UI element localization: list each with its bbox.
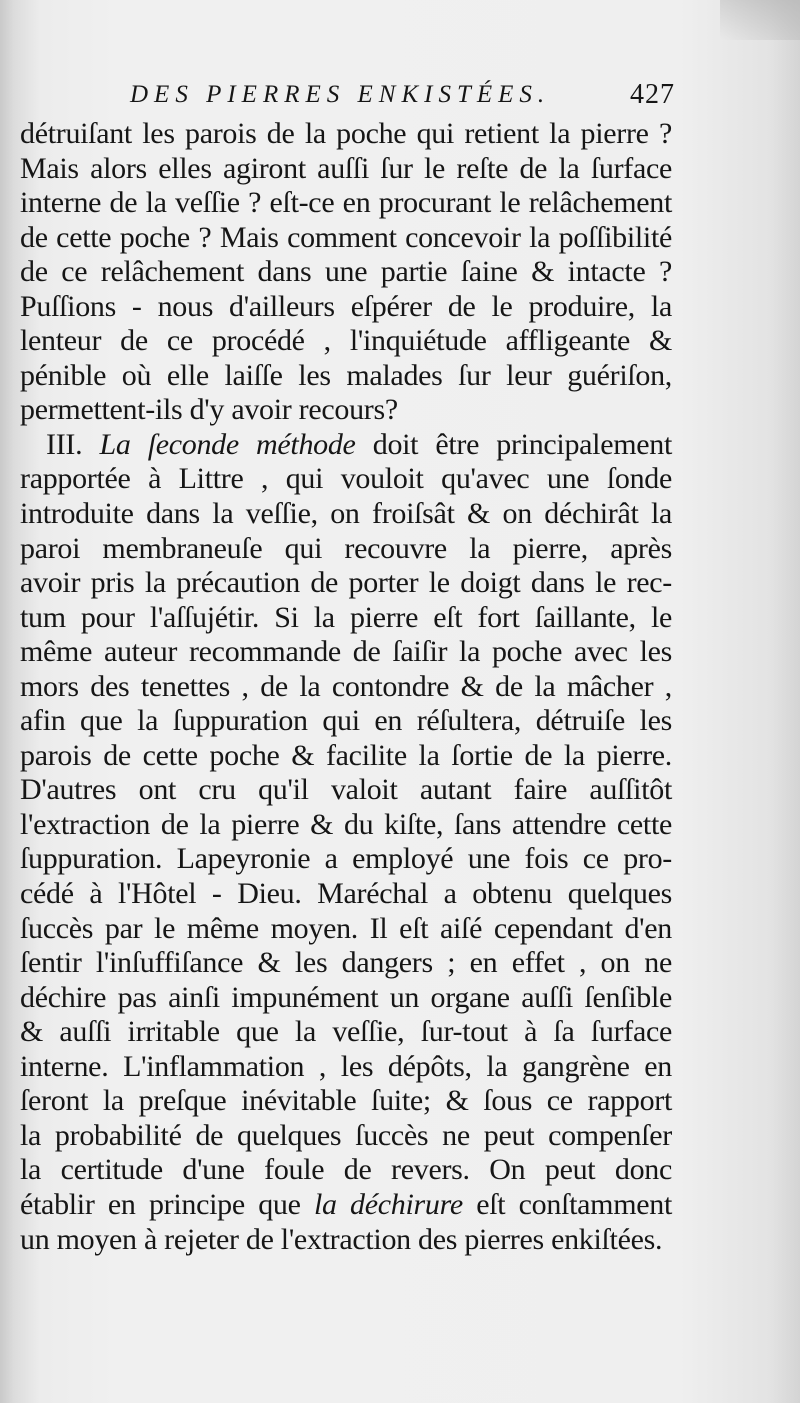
text-fragment: établir en principe que [20,1187,301,1221]
text-line: rapportée à Littre , qui vouloit qu'avec une ſonde [20,462,672,496]
text-line: pénible où elle laiſſe les malades ſur leur guériſon, [20,358,672,392]
text-line: même auteur recommande de ſaiſir la poche avec les [20,635,672,669]
text-line: introduite dans la veſſie, on froiſsât & on déchirât la [20,497,672,531]
text-line: Mais alors elles agiront auſſi ſur le reſte de la ſurface [20,151,672,185]
page-number: 427 [630,79,675,110]
text-line: Puſſions - nous d'ailleurs eſpérer de le produire, la [20,289,672,323]
text-fragment: doit être principalement [372,427,673,461]
text-line: déchire pas ainſi impunément un organe auſſi ſenſible [20,980,672,1014]
section-number: III. [46,427,83,461]
text-line: permettent-ils d'y avoir recours? [20,393,398,427]
italic-term: la déchirure [313,1187,463,1221]
page-header [130,78,675,112]
text-line: la probabilité de quelques ſuccès ne peut compenſer [20,1118,672,1152]
section-start-line [20,428,672,463]
text-line: mors des tenettes , de la contondre & de la mâcher , [20,669,672,703]
text-line: lenteur de ce procédé , l'inquiétude affligeante & [20,324,672,358]
text-line: ſuppuration. Lapeyronie a employé une fois ce pro- [20,842,672,876]
text-line: de cette poche ? Mais comment concevoir la poſſibilité [20,220,672,254]
text-line: cédé à l'Hôtel - Dieu. Maréchal a obtenu quelques [20,877,672,911]
running-title: DES PIERRES ENKISTÉES. [130,81,551,108]
text-line: un moyen à rejeter de l'extraction des pierres enkiſtées. [20,1222,663,1256]
text-line: interne de la veſſie ? eſt-ce en procurant le relâchement [20,186,672,220]
text-line: parois de cette poche & facilite la ſortie de la pierre. [20,738,672,772]
text-line: de ce relâchement dans une partie ſaine & intacte ? [20,255,672,289]
text-line: D'autres ont cru qu'il valoit autant faire auſſitôt [20,773,672,807]
italic-term: La ſeconde méthode [99,427,356,461]
text-line: interne. L'inflammation , les dépôts, la gangrène en [20,1049,672,1083]
text-line: la certitude d'une foule de revers. On peut donc [20,1153,672,1187]
text-line: détruiſant les parois de la poche qui retient la pierre ? [20,117,672,150]
text-line: tum pour l'aſſujétir. Si la pierre eſt fort ſaillante, le [20,600,672,634]
text-line: & auſſi irritable que la veſſie, ſur-tout à ſa ſurface [20,1015,672,1049]
text-fragment: eſt conſtamment [476,1187,672,1221]
text-line: ſuccès par le même moyen. Il eſt aiſé cependant d'en [20,911,672,945]
text-line [20,1188,672,1223]
text-line: ſeront la preſque inévitable ſuite; & ſous ce rapport [20,1084,672,1118]
text-line: paroi membraneuſe qui recouvre la pierre, après [20,531,672,565]
text-line: l'extraction de la pierre & du kiſte, ſans attendre cette [20,807,672,841]
corner-smudge [720,0,800,40]
body-text [20,117,672,1257]
text-line: ſentir l'inſuffiſance & les dangers ; en effet , on ne [20,946,672,980]
text-line: avoir pris la précaution de porter le doigt dans le rec- [20,566,672,600]
text-line: afin que la ſuppuration qui en réſultera, détruiſe les [20,704,672,738]
